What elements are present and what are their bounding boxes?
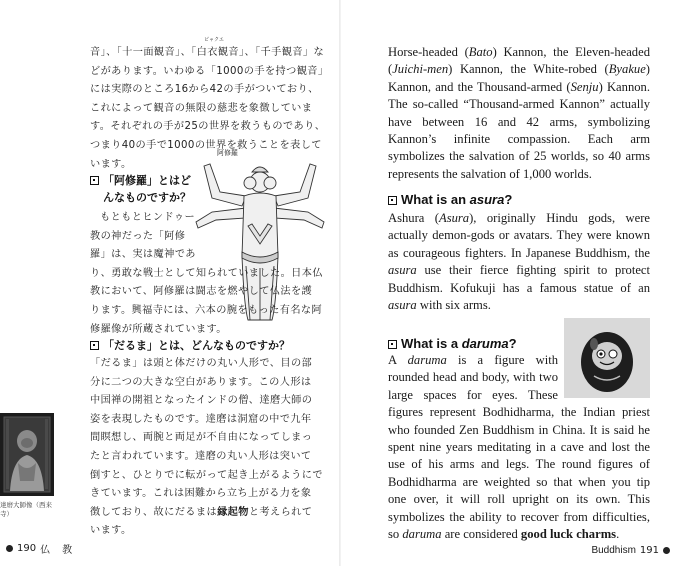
heading-line: 「阿修羅」とはど [103,174,191,187]
folio-dot-icon [663,547,670,554]
text-line: たと言われています。達磨の丸い人形は突いて [90,450,312,462]
text-line: 間瞑想し、両腕と両足が不自由になってしまっ [90,432,313,444]
running-title: Buddhism [591,545,636,556]
text-line: 教の神だった「阿修 [90,230,186,242]
text-line: 分に二つの大きな空白があります。この人形は [90,376,312,388]
asura-text-jp [90,209,330,339]
text-line: す。それぞれの手が25の世界を救うものであり、 [90,121,326,133]
daruma-heading-jp: 「だるま」とは、どんなものですか？ [90,337,330,354]
text-line: 教において、阿修羅は闘志を燃やして仏法を護 [90,286,313,298]
asura-heading-en: What is an asura? [388,192,512,207]
daruma-heading-en: What is a daruma? [388,336,517,351]
kannon-text-en [388,44,650,183]
text-line: もともとヒンドゥー [100,212,196,223]
paragraph: Ashura (Asura), originally Hindu gods, were actually demon-gods or avatars. They were known as courageous fighters. In Japanese Buddhism, the asura use their fierce fighting spirit to protect Buddhism. Kofukuji has a famous statue of an asura with six arms. [388,211,651,313]
daruma-text-en [388,352,650,543]
photo-wrap-spacer [558,352,650,404]
daruma-text-jp [90,355,330,541]
square-bullet-icon [388,196,397,205]
keyword-engimono: 縁起物 [217,506,249,518]
text-line: これによって観音の無限の慈悲を象徴していま [90,102,313,114]
photo-caption: 達磨大師像（西来寺） [0,501,52,518]
text-line: 修羅像が所蔵されています。 [90,323,227,335]
ruby-annotation: ビャクエ [204,37,224,43]
text-line: どがあります。いわゆる「1000の手を持つ観音」 [90,65,329,77]
page-number: 190 [17,543,37,554]
text-line: には実際のところ16から42の手がついており、 [90,84,319,96]
figure-label: 阿修羅 [217,149,238,157]
text-line: 音」、「十一面観音」、「白衣観音」、「千手観音」な [90,47,325,58]
heading-line: んなものですか？ [103,191,191,204]
text-line: り、勇敢な戦士として知られていました。日本仏 [90,267,323,279]
right-folio [591,545,670,556]
bodhidharma-photo [0,413,54,496]
running-title: 仏 教 [40,545,74,556]
text-line: 倒すと、ひとりでに転がって起き上がるようにで [90,469,323,481]
text-line: きています。これは困難から立ち上がる力を象 [90,488,312,500]
square-bullet-icon [388,340,397,349]
bodhidharma-statue-icon [0,413,54,496]
text-line: 中国禅の開祖となったインドの僧、達磨大師の [90,395,313,407]
text-line: つまり40の手で1000の世界を救うことを表して [90,139,322,151]
right-page [340,0,680,566]
square-bullet-icon [90,341,99,350]
paragraph: A daruma is a figure with rounded head and body, with two large spaces for eyes. These figures represent Bodhidharma, the Indian priest who founded Zen Buddhism in China. It is said he spent nine years meditating in a cave and lost the use of his arms and legs. The round figures of Bodhidharma are weighted so that when you tip one over, it will roll upright on its own. This symbolizes the ability to recover from difficulties, so daruma are considered good luck charms. [388,353,650,542]
keyword-good-luck-charms: good luck charms [520,527,617,542]
asura-heading-jp [90,172,210,206]
square-bullet-icon [90,176,99,185]
text-line: います。 [90,525,132,537]
text-line: 姿を表現したものです。達磨は洞窟の中で九年 [90,413,312,425]
page-number: 191 [639,545,659,556]
text-line: います。 [90,158,132,170]
text-line: 羅」は、実は魔神であ [90,249,196,261]
text-line: ります。興福寺には、六本の腕をもった有名な阿 [90,304,323,316]
left-folio [6,541,73,556]
text-line: 徴しており、故にだるまは縁起物と考えられて [90,506,313,518]
text-line: 「だるま」は頭と体だけの丸い人形で、目の部 [90,358,313,369]
asura-text-en [388,210,650,314]
paragraph: Horse-headed (Bato) Kannon, the Eleven-headed (Juichi-men) Kannon, the White-robed (Byakue) Kannon, and the Thousand-armed (Senju) Kannon. The so-called “Thousand-armed Kannon” actually have between 16 and 42 arms, symbolizing Kannon’s infinite compassion. Each arm symbolizes the salvation of 25 worlds, so 40 arms represents the salvation of 1,000 worlds. [388,45,650,181]
folio-dot-icon [6,545,13,552]
